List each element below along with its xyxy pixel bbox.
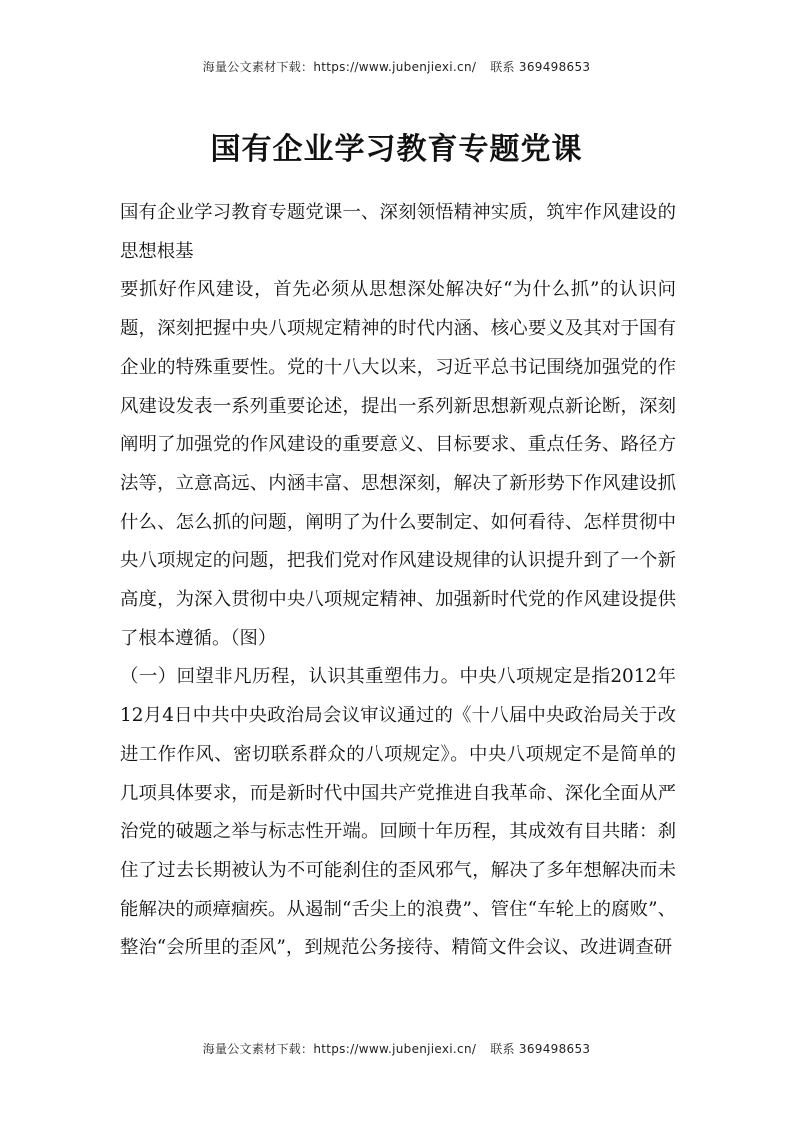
page-footer <box>0 1040 793 1057</box>
footer-contact-text: 联系 369498653 <box>490 1042 591 1056</box>
header-download-text: 海量公文素材下载：https://www.jubenjiexi.cn/ <box>202 60 477 74</box>
paragraph-intro: 要抓好作风建设，首先必须从思想深处解决好“为什么抓”的认识问题，深刻把握中央八项规定精神的时代内涵、核心要义及其对于国有企业的特殊重要性。党的十八大以来，习近平总书记围绕加强党的作风建设发表一系列重要论述，提出一系列新思想新观点新论断，深刻阐明了加强党的作风建设的重要意义、目标要求、重点任务、路径方法等，立意高远、内涵丰富、思想深刻，解决了新形势下作风建设抓什么、怎么抓的问题，阐明了为什么要制定、如何看待、怎样贯彻中央八项规定的问题，把我们党对作风建设规律的认识提升到了一个新高度，为深入贯彻中央八项规定精神、加强新时代党的作风建设提供了根本遵循。（图） <box>120 279 676 649</box>
document-body <box>120 194 676 968</box>
paragraph-subsection-one: （一）回望非凡历程，认识其重塑伟力。中央八项规定是指2012年12月4日中共中央政治局会议审议通过的《十八届中央政治局关于改进工作作风、密切联系群众的八项规定》。中央八项规定不是简单的几项具体要求，而是新时代中国共产党推进自我革命、深化全面从严治党的破题之举与标志性开端。回顾十年历程，其成效有目共睹：刹住了过去长期被认为不可能刹住的歪风邪气，解决了多年想解决而未能解决的顽瘴痼疾。从遏制“舌尖上的浪费”、管住“车轮上的腐败”、整治“会所里的歪风”，到规范公务接待、精简文件会议、改进调查研 <box>120 666 676 959</box>
header-contact-text: 联系 369498653 <box>490 60 591 74</box>
paragraph-section-heading: 国有企业学习教育专题党课一、深刻领悟精神实质，筑牢作风建设的思想根基 <box>120 202 676 262</box>
document-title: 国有企业学习教育专题党课 <box>210 132 583 167</box>
page-header <box>0 58 793 75</box>
footer-download-text: 海量公文素材下载：https://www.jubenjiexi.cn/ <box>202 1042 477 1056</box>
